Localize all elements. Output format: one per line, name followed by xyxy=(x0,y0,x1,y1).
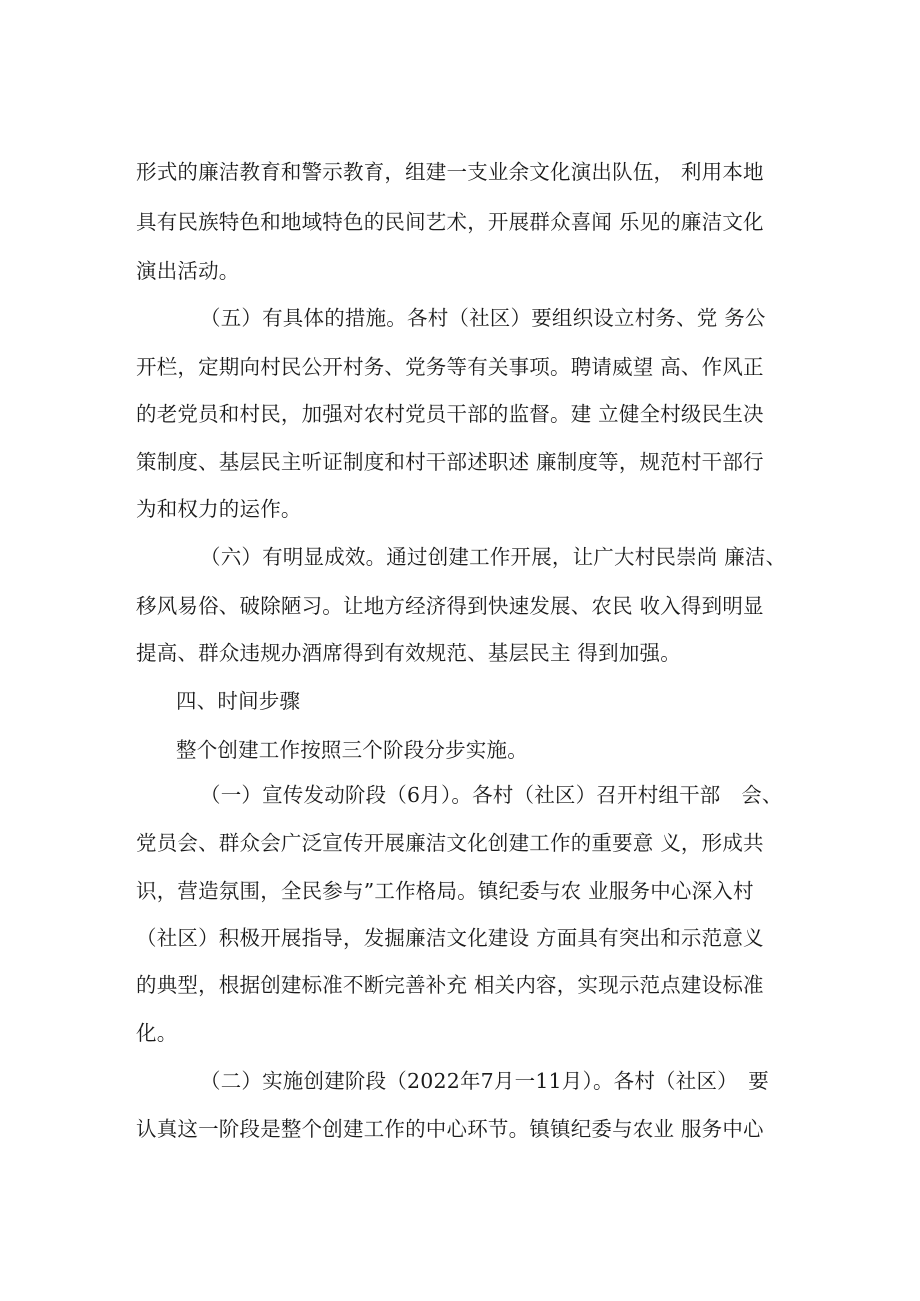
paragraph-line: （五）有具体的措施。各村（社区）要组织设立村务、党 务公 xyxy=(200,306,766,330)
paragraph-line: 整个创建工作按照三个阶段分步实施。 xyxy=(176,738,528,762)
paragraph-line: 识，营造氛围，全民参与”工作格局。镇纪委与农 业服务中心深入村 xyxy=(136,879,754,903)
paragraph-line: 移风易俗、破除陋习。让地方经济得到快速发展、农民 收入得到明显 xyxy=(136,594,764,618)
paragraph-line: 提高、群众违规办酒席得到有效规范、基层民主 得到加强。 xyxy=(136,641,681,665)
paragraph-line: 认真这一阶段是整个创建工作的中心环节。镇镇纪委与农业 服务中心 xyxy=(136,1117,764,1141)
paragraph-line: 开栏，定期向村民公开村务、党务等有关事项。聘请威望 高、作风正 xyxy=(136,355,764,379)
paragraph-line: 演出活动。 xyxy=(136,259,240,283)
paragraph-line: 为和权力的运作。 xyxy=(136,497,302,521)
paragraph-line: 的老党员和村民，加强对农村党员干部的监督。建 立健全村级民生决 xyxy=(136,402,764,426)
section-heading: 四、时间步骤 xyxy=(176,689,301,713)
paragraph-line: 形式的廉洁教育和警示教育，组建一支业余文化演出队伍， 利用本地 xyxy=(136,160,764,184)
paragraph-line: （社区）积极开展指导，发掘廉洁文化建设 方面具有突出和示范意义 xyxy=(136,926,764,950)
paragraph-line: （二）实施创建阶段（2022年7月一11月）。各村（社区） 要 xyxy=(200,1069,769,1093)
paragraph-line: （一）宣传发动阶段（6月）。各村（社区）召开村组干部 会、 xyxy=(200,783,783,807)
paragraph-line: 化。 xyxy=(136,1021,178,1045)
paragraph-line: 具有民族特色和地域特色的民间艺术，开展群众喜闻 乐见的廉洁文化 xyxy=(136,210,764,234)
paragraph-line: 党员会、群众会广泛宣传开展廉洁文化创建工作的重要意 义，形成共 xyxy=(136,831,764,855)
paragraph-line: 的典型，根据创建标准不断完善补充 相关内容，实现示范点建设标准 xyxy=(136,973,764,997)
paragraph-line: 策制度、基层民主听证制度和村干部述职述 廉制度等，规范村干部行 xyxy=(136,450,764,474)
paragraph-line: （六）有明显成效。通过创建工作开展，让广大村民崇尚 廉洁、 xyxy=(200,545,787,569)
